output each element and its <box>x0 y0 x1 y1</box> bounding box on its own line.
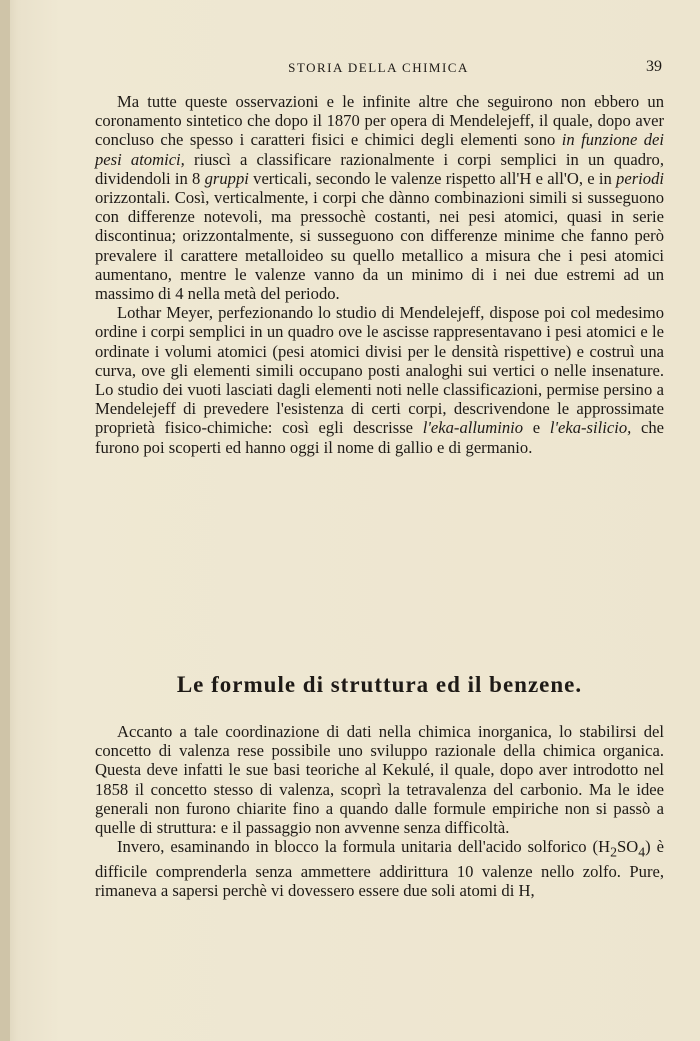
running-title: STORIA DELLA CHIMICA <box>288 60 469 75</box>
paragraph-acido-solforico: Invero, esaminando in blocco la formula unitaria dell'acido solforico $(H_2SO_4)$ è difficile comprenderla senza ammettere addirittura 10 valenze nello zolfo. Pure, rimaneva a sapersi perchè vi dovessero essere due soli atomi di H, <box>95 837 664 900</box>
section-heading: Le formule di struttura ed il benzene. <box>176 672 583 697</box>
paragraph-kekule: Accanto a tale coordinazione di dati nella chimica inorganica, lo stabilirsi del concetto di valenza rese possibile uno sviluppo razionale della chimica organica. Questa deve infatti le sue basi teoriche al Kekulé, il quale, dopo aver introdotto nel 1858 il concetto stesso di valenza, scoprì la tetravalenza del carbonio. Ma le idee generali non furono chiarite fino a quando dalle formule empiriche non si passò a quelle di struttura: e il passaggio non avvenne senza difficoltà. <box>95 722 664 838</box>
text-block-upper <box>95 92 664 457</box>
paragraph-mendelejeff: Ma tutte queste osservazioni e le infinite altre che seguirono non ebbero un coronamento sintetico che dopo il 1870 per opera di Mendelejeff, il quale, dopo aver concluso che spesso i caratteri fisici e chimici degli elementi sono in funzione dei pesi atomici, riuscì a classificare razionalmente i corpi semplici in un quadro, dividendoli in 8 gruppi verticali, secondo le valenze rispetto all'H e all'O, e in periodi orizzontali. Così, verticalmente, i corpi che dànno combinazioni simili si susseguono con differenze notevoli, ma pressochè costanti, nei pesi atomici, quasi in serie discontinua; orizzontalmente, si susseguono con differenze minime che fanno però prevalere il carattere metalloideo su quello metallico a misura che i pesi atomici aumentano, mentre le valenze vanno da un minimo di i nei due estremi ad un massimo di 4 nella metà del periodo. <box>95 92 664 304</box>
page-number: 39 <box>646 58 662 75</box>
paragraph-lothar-meyer: Lothar Meyer, perfezionando lo studio di Mendelejeff, dispose poi col medesimo ordine i corpi semplici in un quadro ove le ascisse rappresentavano i pesi atomici e le ordinate i volumi atomici (pesi atomici divisi per le densità rispettive) e costruì una curva, ove gli elementi simili occupano posti analoghi sui vertici o nelle insenature. Lo studio dei vuoti lasciati dagli elementi noti nelle classificazioni, permise persino a Mendelejeff di prevedere l'esistenza di certi corpi, descrivendone le approssimate proprietà fisico-chimiche: così egli descrisse l'eka-alluminio e l'eka-silicio, che furono poi scoperti ed hanno oggi il nome di gallio e di germanio. <box>95 303 664 457</box>
running-header <box>95 60 662 80</box>
text-block-lower <box>95 722 664 900</box>
page-edge <box>0 0 10 1041</box>
